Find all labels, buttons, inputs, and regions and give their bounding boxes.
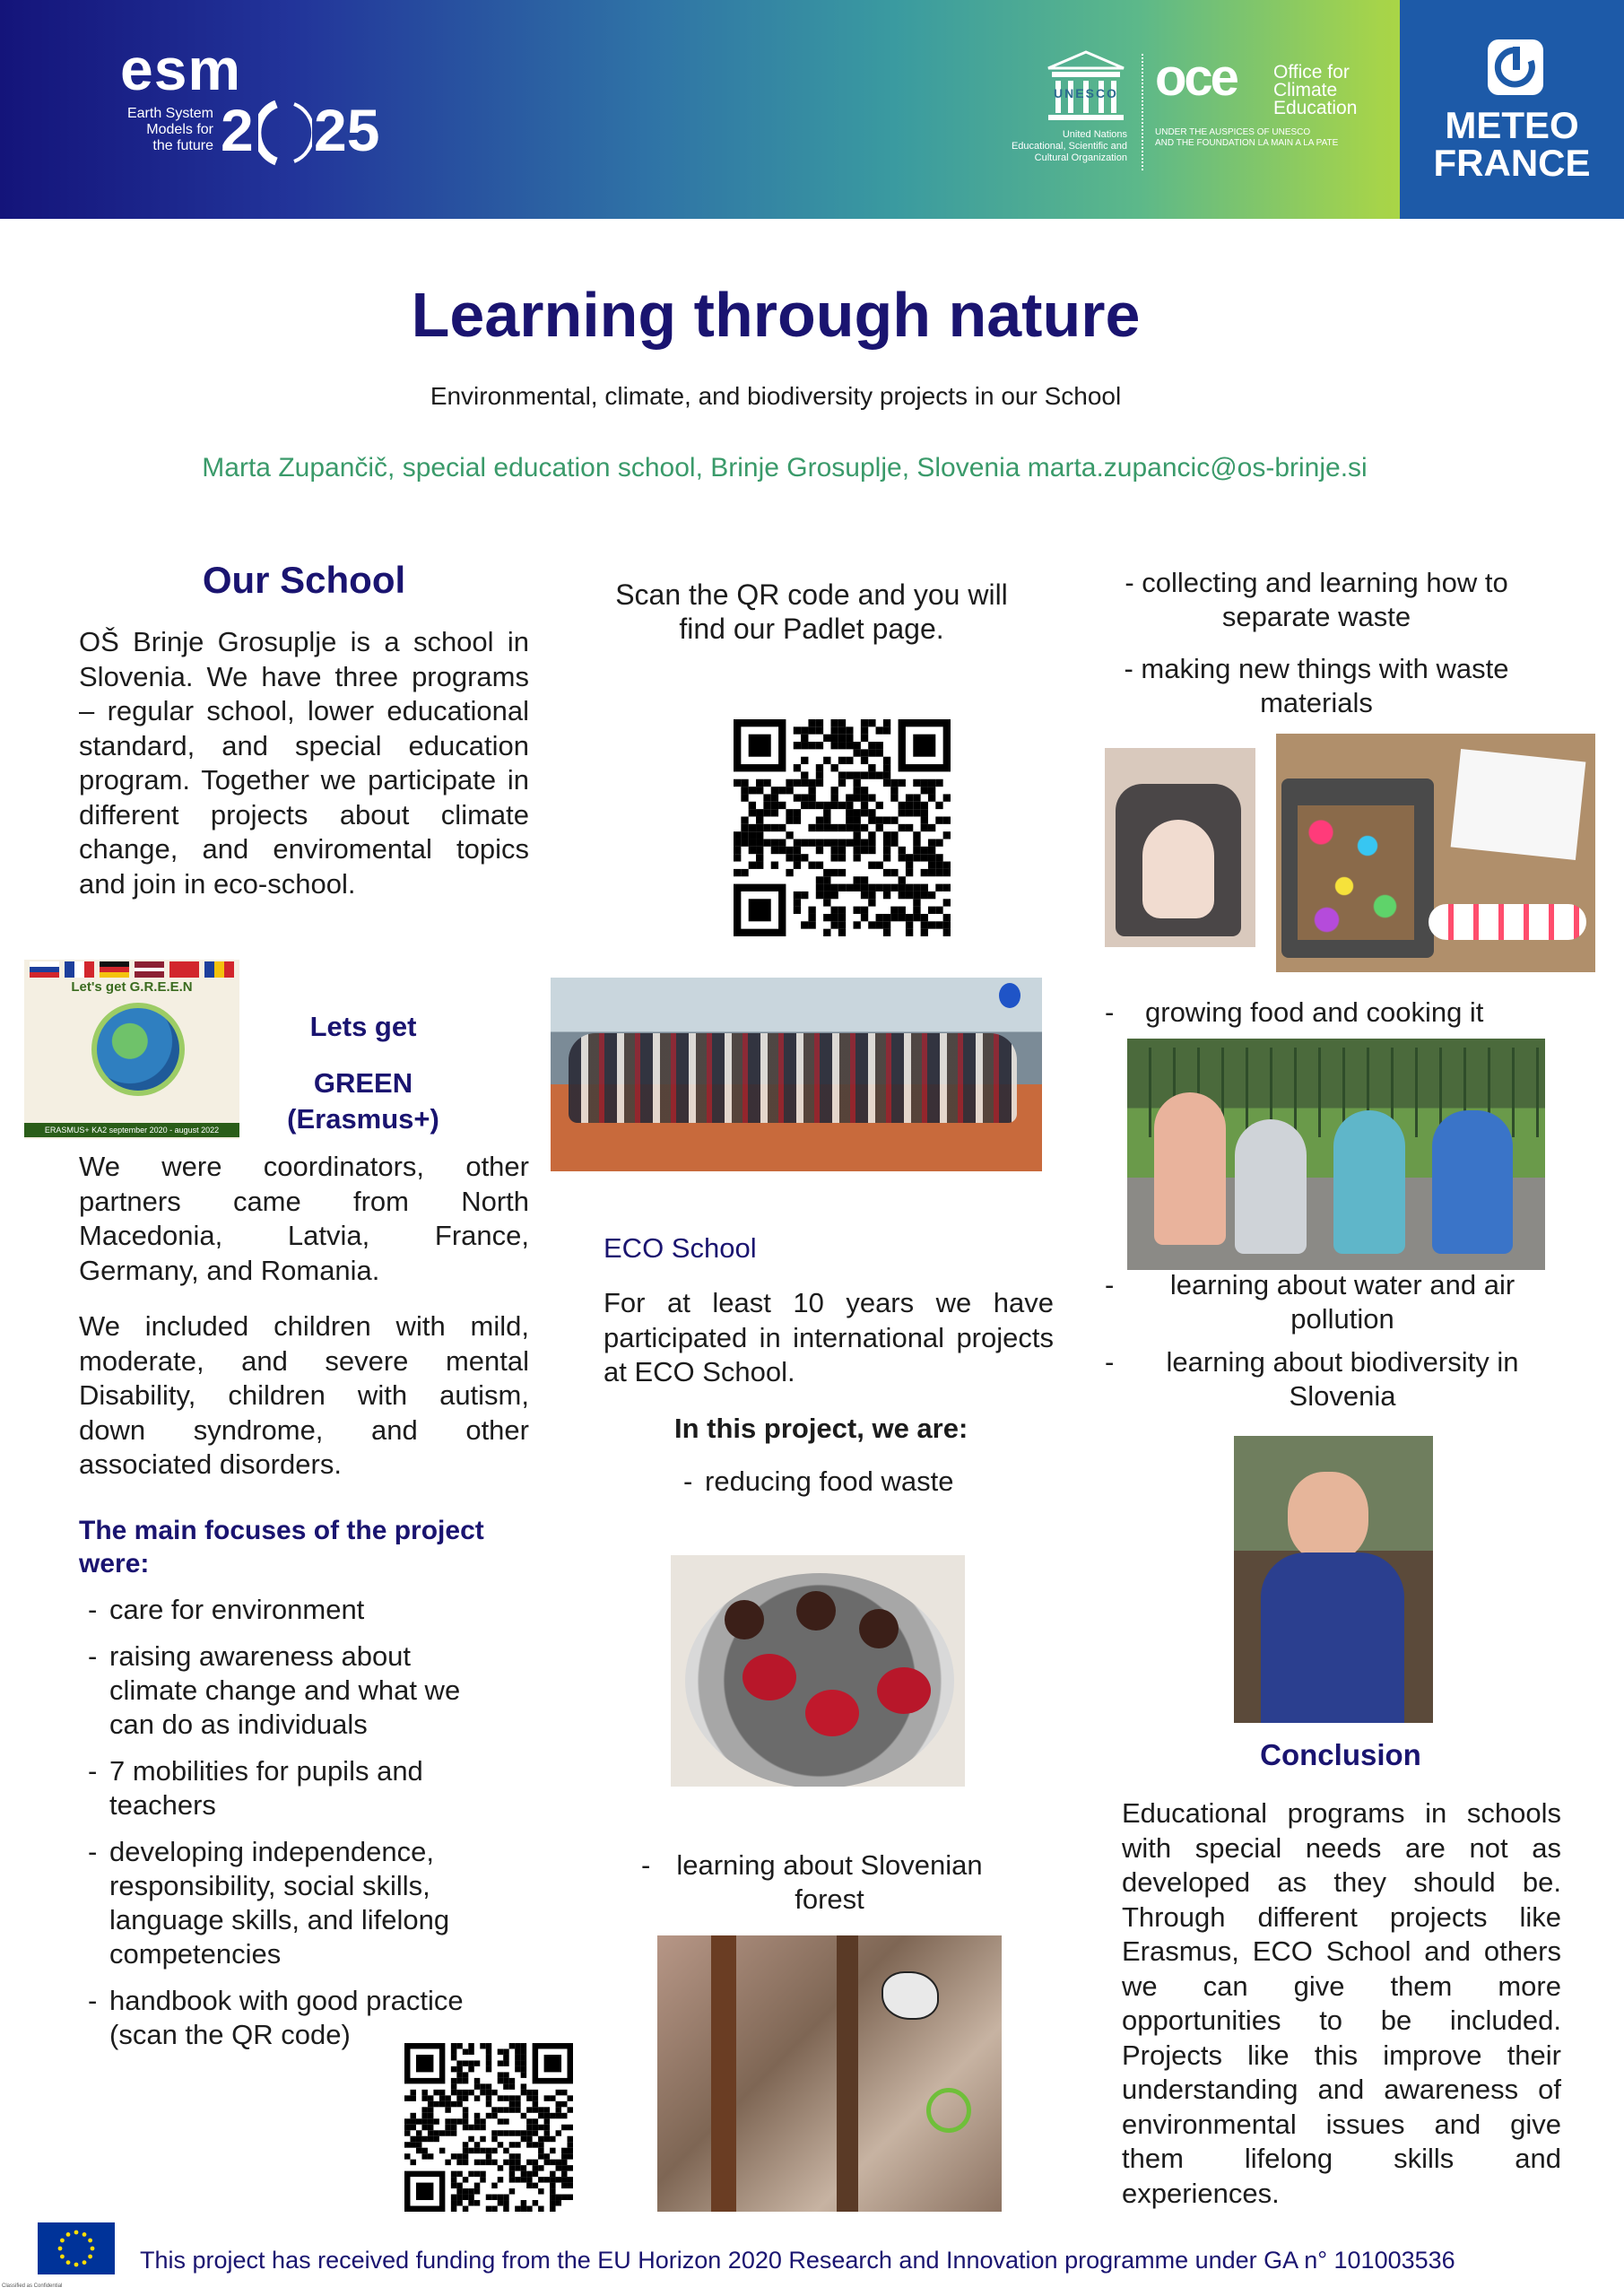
poster-title: Learning through nature (411, 280, 1141, 350)
flag-germany (100, 961, 129, 978)
oce-auspices-1: UNDER THE AUSPICES OF UNESCO (1155, 127, 1311, 137)
eu-flag-icon (38, 2222, 115, 2274)
snail-drawing (926, 2088, 971, 2133)
group-photo (551, 978, 1042, 1171)
flag-france (65, 961, 94, 978)
partner-flags (30, 961, 234, 978)
meteo-france-emblem-icon (1486, 38, 1545, 97)
child (1432, 1110, 1513, 1254)
header-banner (0, 0, 1624, 219)
caterpillar-craft-photo (1276, 734, 1595, 972)
forest-bullet: - (641, 1849, 651, 1881)
eco-school-heading: ECO School (604, 1232, 757, 1264)
focus-heading: The main focuses of the project were: (79, 1516, 484, 1578)
eu-star (88, 2239, 92, 2243)
esm-logo-25: 25 (314, 97, 380, 163)
grow-bullet: - (1105, 996, 1115, 1028)
eu-stars-icon (38, 2222, 115, 2274)
caterpillar (1429, 904, 1586, 940)
garden-children-photo (1127, 1039, 1545, 1270)
logo-divider (1142, 54, 1143, 170)
meteo-france-logo (1400, 0, 1624, 219)
esm-tagline-1: Earth System (126, 106, 213, 121)
earth-ring-icon (258, 99, 312, 167)
erasmus-logo-title: Let's get G.R.E.E.N (71, 979, 193, 995)
eu-star (88, 2255, 92, 2259)
water-label: learning about water and air pollution (1169, 1269, 1515, 1335)
balloon-icon (999, 983, 1020, 1008)
eu-star (74, 2231, 79, 2235)
globe-icon (91, 1003, 185, 1096)
tree-trunk (711, 1935, 736, 2212)
qr-finder (416, 2183, 433, 2200)
food-waste-item (674, 1465, 953, 1511)
unesco-logo (991, 50, 1134, 176)
boy-body (1261, 1552, 1404, 1723)
qr-finder (749, 735, 771, 757)
cat-print (1142, 820, 1214, 918)
biodiversity-item (1105, 1345, 1553, 1413)
eu-star (83, 2232, 87, 2237)
focus-item: - developing independence, responsibility, social skills, language skills, and lifelong competencies (79, 1835, 504, 1971)
strawberry (877, 1667, 931, 1714)
esm-tagline-3: the future (152, 138, 213, 153)
handbook-qr-code[interactable] (404, 2043, 573, 2212)
waste-item: - collecting and learning how to separate waste (1125, 567, 1508, 632)
esm-logo-2: 2 (221, 97, 254, 163)
unesco-caption-2: Educational, Scientific and (1011, 141, 1127, 152)
animal-drawing (881, 1971, 939, 2020)
erasmus-logo-caption: ERASMUS+ KA2 september 2020 - august 2022 (24, 1123, 239, 1137)
oce-name-3: Education (1273, 98, 1358, 118)
eu-star (91, 2247, 95, 2251)
focus-item: - handbook with good practice (scan the QR code) (79, 1984, 527, 2052)
focus-item: - raising awareness about climate change and what we can do as individuals (79, 1639, 504, 1742)
esm-logo (115, 36, 438, 170)
project-heading: In this project, we are: (674, 1413, 968, 1444)
oce-name-2: Climate (1273, 80, 1338, 100)
esm-logo-top: esm (120, 36, 242, 102)
boy-head (1288, 1472, 1368, 1561)
flag-slovenia (30, 961, 59, 978)
biodiversity-label: learning about biodiversity in Slovenia (1166, 1346, 1519, 1412)
eu-star (60, 2239, 65, 2243)
unesco-wordmark: UNESCO (1054, 86, 1118, 100)
chocolate-animal (725, 1600, 764, 1639)
chocolate-animal (859, 1609, 899, 1648)
qr-finder (416, 2055, 433, 2072)
forest-artwork-photo (657, 1935, 1002, 2212)
esm-tagline-2: Models for (146, 122, 213, 137)
eu-star (58, 2247, 63, 2251)
erasmus-partners-text: We were coordinators, other partners came from North Macedonia, Latvia, France, Germany, and Romania. (79, 1151, 529, 1286)
boy-nature-photo (1234, 1436, 1433, 1723)
oce-wordmark: oce (1155, 48, 1237, 107)
child (1333, 1110, 1405, 1254)
eu-star (83, 2260, 87, 2265)
unesco-caption-1: United Nations (1062, 129, 1127, 140)
child (1235, 1119, 1307, 1254)
classified-label: Classified as Confidential (2, 2283, 63, 2289)
eu-star (66, 2260, 71, 2265)
oce-logo (1155, 48, 1388, 172)
new-things-item: - making new things with waste materials (1124, 653, 1509, 718)
oce-name-1: Office for (1273, 62, 1350, 83)
flag-romania (204, 961, 234, 978)
water-item (1105, 1268, 1553, 1336)
strawberry (743, 1654, 796, 1700)
group-photo-crowd (569, 1033, 1017, 1123)
forest-label: learning about Slovenian forest (676, 1849, 983, 1915)
our-school-text: OŠ Brinje Grosuplje is a school in Slovenia. We have three programs – regular school, lower educational standard, and special education program. Together we participate in different projects about climate change, and enviromental topics and join in eco-school. (79, 626, 529, 900)
focus-item: - 7 mobilities for pupils and teachers (79, 1754, 504, 1822)
grow-label: growing food and cooking it (1145, 996, 1484, 1028)
eu-star (60, 2255, 65, 2259)
grow-food-item (1105, 996, 1553, 1030)
meteo-line-2: FRANCE (1433, 142, 1591, 184)
flag-latvia (135, 961, 164, 978)
padlet-qr-code[interactable] (734, 719, 951, 936)
card (1451, 749, 1586, 860)
qr-finder (749, 899, 771, 921)
recycled-bag-photo (1105, 748, 1255, 947)
focus-list (79, 1593, 527, 2065)
erasmus-children-text: We included children with mild, moderate, and severe mental Disability, children with autism, down syndrome, and other associated disorders. (79, 1310, 529, 1480)
eu-star (66, 2232, 71, 2237)
conclusion-text: Educational programs in schools with special needs are not as developed as they should be. Through different projects like Erasmus, ECO School and others we can give them more opportunities to be included. Projects like this improve their understanding and awareness of environmental issues and give them lifelong skills and experiences. (1122, 1797, 1561, 2209)
food-waste-label: - reducing food waste (674, 1465, 953, 1499)
qr-finder (913, 735, 935, 757)
qr-finder (544, 2055, 561, 2072)
forest-item (641, 1848, 1009, 1917)
erasmus-heading-2: GREEN (Erasmus+) (287, 1067, 439, 1135)
strawberry (805, 1690, 859, 1736)
focus-item: - care for environment (79, 1593, 527, 1627)
water-bullet: - (1105, 1269, 1115, 1300)
flag-north-macedonia (169, 961, 199, 978)
biodiversity-bullet: - (1105, 1346, 1115, 1378)
erasmus-green-logo (24, 960, 239, 1139)
funding-statement: This project has received funding from the EU Horizon 2020 Research and Innovation programme under GA n° 101003536 (140, 2247, 1455, 2274)
author-line: Marta Zupančič, special education school, Brinje Grosuplje, Slovenia marta.zupancic@os-brinje.si (202, 453, 1368, 483)
oce-auspices-2: AND THE FOUNDATION LA MAIN A LA PATE (1155, 138, 1339, 148)
eco-school-text: For at least 10 years we have participated in international projects at ECO School. (604, 1287, 1054, 1387)
strawberry-animals-photo (671, 1555, 965, 1787)
unesco-caption-3: Cultural Organization (1034, 152, 1127, 163)
child (1154, 1092, 1226, 1245)
conclusion-heading: Conclusion (1260, 1738, 1421, 1771)
erasmus-heading-1: Lets get (309, 1011, 417, 1042)
padlet-qr-text: Scan the QR code and you will find our Padlet page. (615, 578, 1008, 645)
poster-subtitle: Environmental, climate, and biodiversity projects in our School (430, 382, 1122, 410)
pompoms (1298, 805, 1414, 940)
meteo-line-1: METEO (1445, 104, 1579, 146)
our-school-heading: Our School (202, 559, 406, 601)
eu-star (74, 2263, 79, 2267)
chocolate-animal (796, 1591, 836, 1631)
tree-trunk (837, 1935, 858, 2212)
